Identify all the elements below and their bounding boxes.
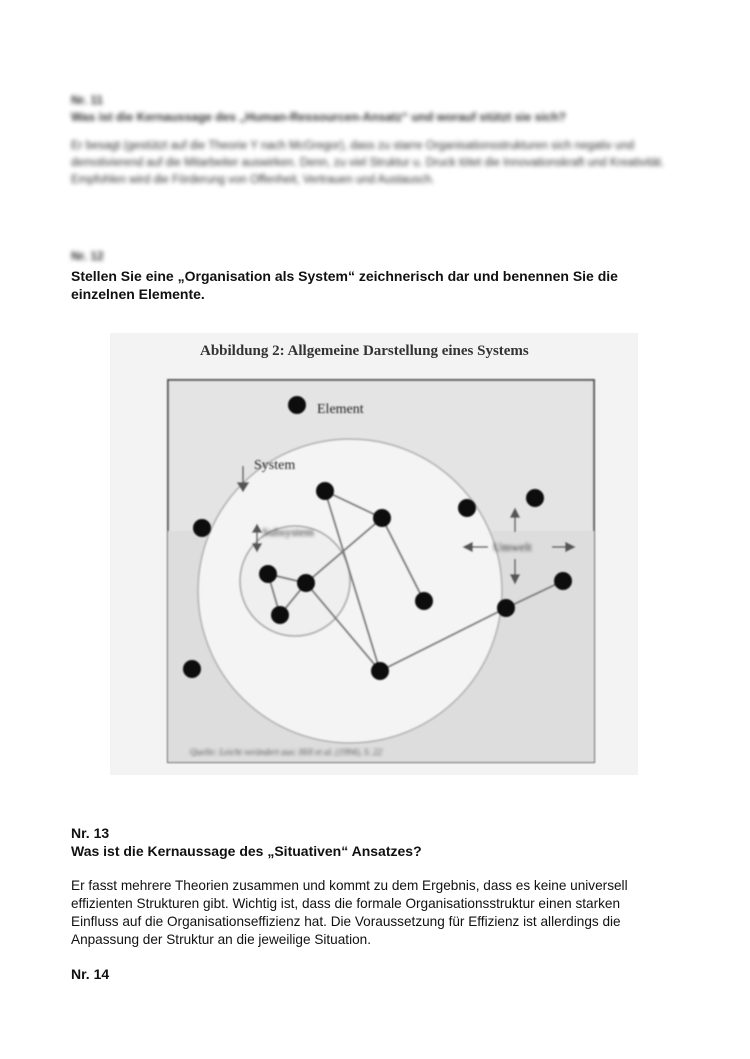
section-nr-11 bbox=[71, 92, 671, 189]
question-number: Nr. 11 bbox=[71, 93, 104, 107]
question-number: Nr. 14 bbox=[71, 966, 110, 982]
section-nr-14 bbox=[71, 966, 671, 983]
question-text: Was ist die Kernaussage des „Human-Ressourcen-Ansatz“ und worauf stützt sie sich? bbox=[71, 110, 566, 124]
answer-text: Er fasst mehrere Theorien zusammen und kommt zu dem Ergebnis, dass es keine universell effizienten Strukturen gibt. Wichtig ist, dass die formale Organisationsstruktur einen starken Einfluss auf die Organisationseffizienz hat. Die Voraussetzung für Effizienz ist allerdings die Anpassung der Struktur an die jeweilige Situation. bbox=[71, 878, 628, 947]
element-node bbox=[271, 606, 289, 624]
figure-source: Quelle: Leicht verändert aus: Hill et al. (1994), S. 22 bbox=[190, 747, 382, 757]
section-nr-12 bbox=[71, 248, 671, 303]
label-system: System bbox=[254, 458, 296, 473]
element-node bbox=[259, 565, 277, 583]
question-number: Nr. 13 bbox=[71, 825, 110, 841]
system-diagram bbox=[110, 333, 638, 775]
section-nr-13 bbox=[71, 825, 671, 949]
element-node-legend bbox=[288, 396, 306, 414]
figure-title: Abbildung 2: Allgemeine Darstellung eines Systems bbox=[200, 343, 529, 359]
element-node bbox=[458, 499, 476, 517]
question-text: Stellen Sie eine „Organisation als System“ zeichnerisch dar und benennen Sie die einzelnen Elemente. bbox=[71, 268, 618, 302]
element-node bbox=[497, 599, 515, 617]
label-subsystem: Subsystem bbox=[262, 525, 315, 539]
label-element: Element bbox=[317, 402, 364, 417]
element-node bbox=[415, 592, 433, 610]
question-text: Was ist die Kernaussage des „Situativen“ Ansatzes? bbox=[71, 843, 422, 859]
element-node bbox=[297, 574, 315, 592]
element-node bbox=[193, 519, 211, 537]
element-node bbox=[316, 482, 334, 500]
element-node bbox=[554, 572, 572, 590]
element-node bbox=[526, 489, 544, 507]
element-node bbox=[183, 660, 201, 678]
element-node bbox=[371, 662, 389, 680]
answer-text: Er besagt (gestützt auf die Theorie Y nach McGregor), dass zu starre Organisationsstrukturen sich negativ und demotivierend auf die Mitarbeiter auswirken. Denn, zu viel Struktur u. Druck tötet die Innovationskraft und Kreativität. Empfohlen wird die Förderung von Offenheit, Vertrauen und Austausch. bbox=[71, 140, 665, 186]
question-number: Nr. 12 bbox=[71, 249, 104, 263]
element-node bbox=[373, 509, 391, 527]
label-umwelt: Umwelt bbox=[493, 540, 532, 554]
system-diagram-figure bbox=[110, 333, 638, 775]
